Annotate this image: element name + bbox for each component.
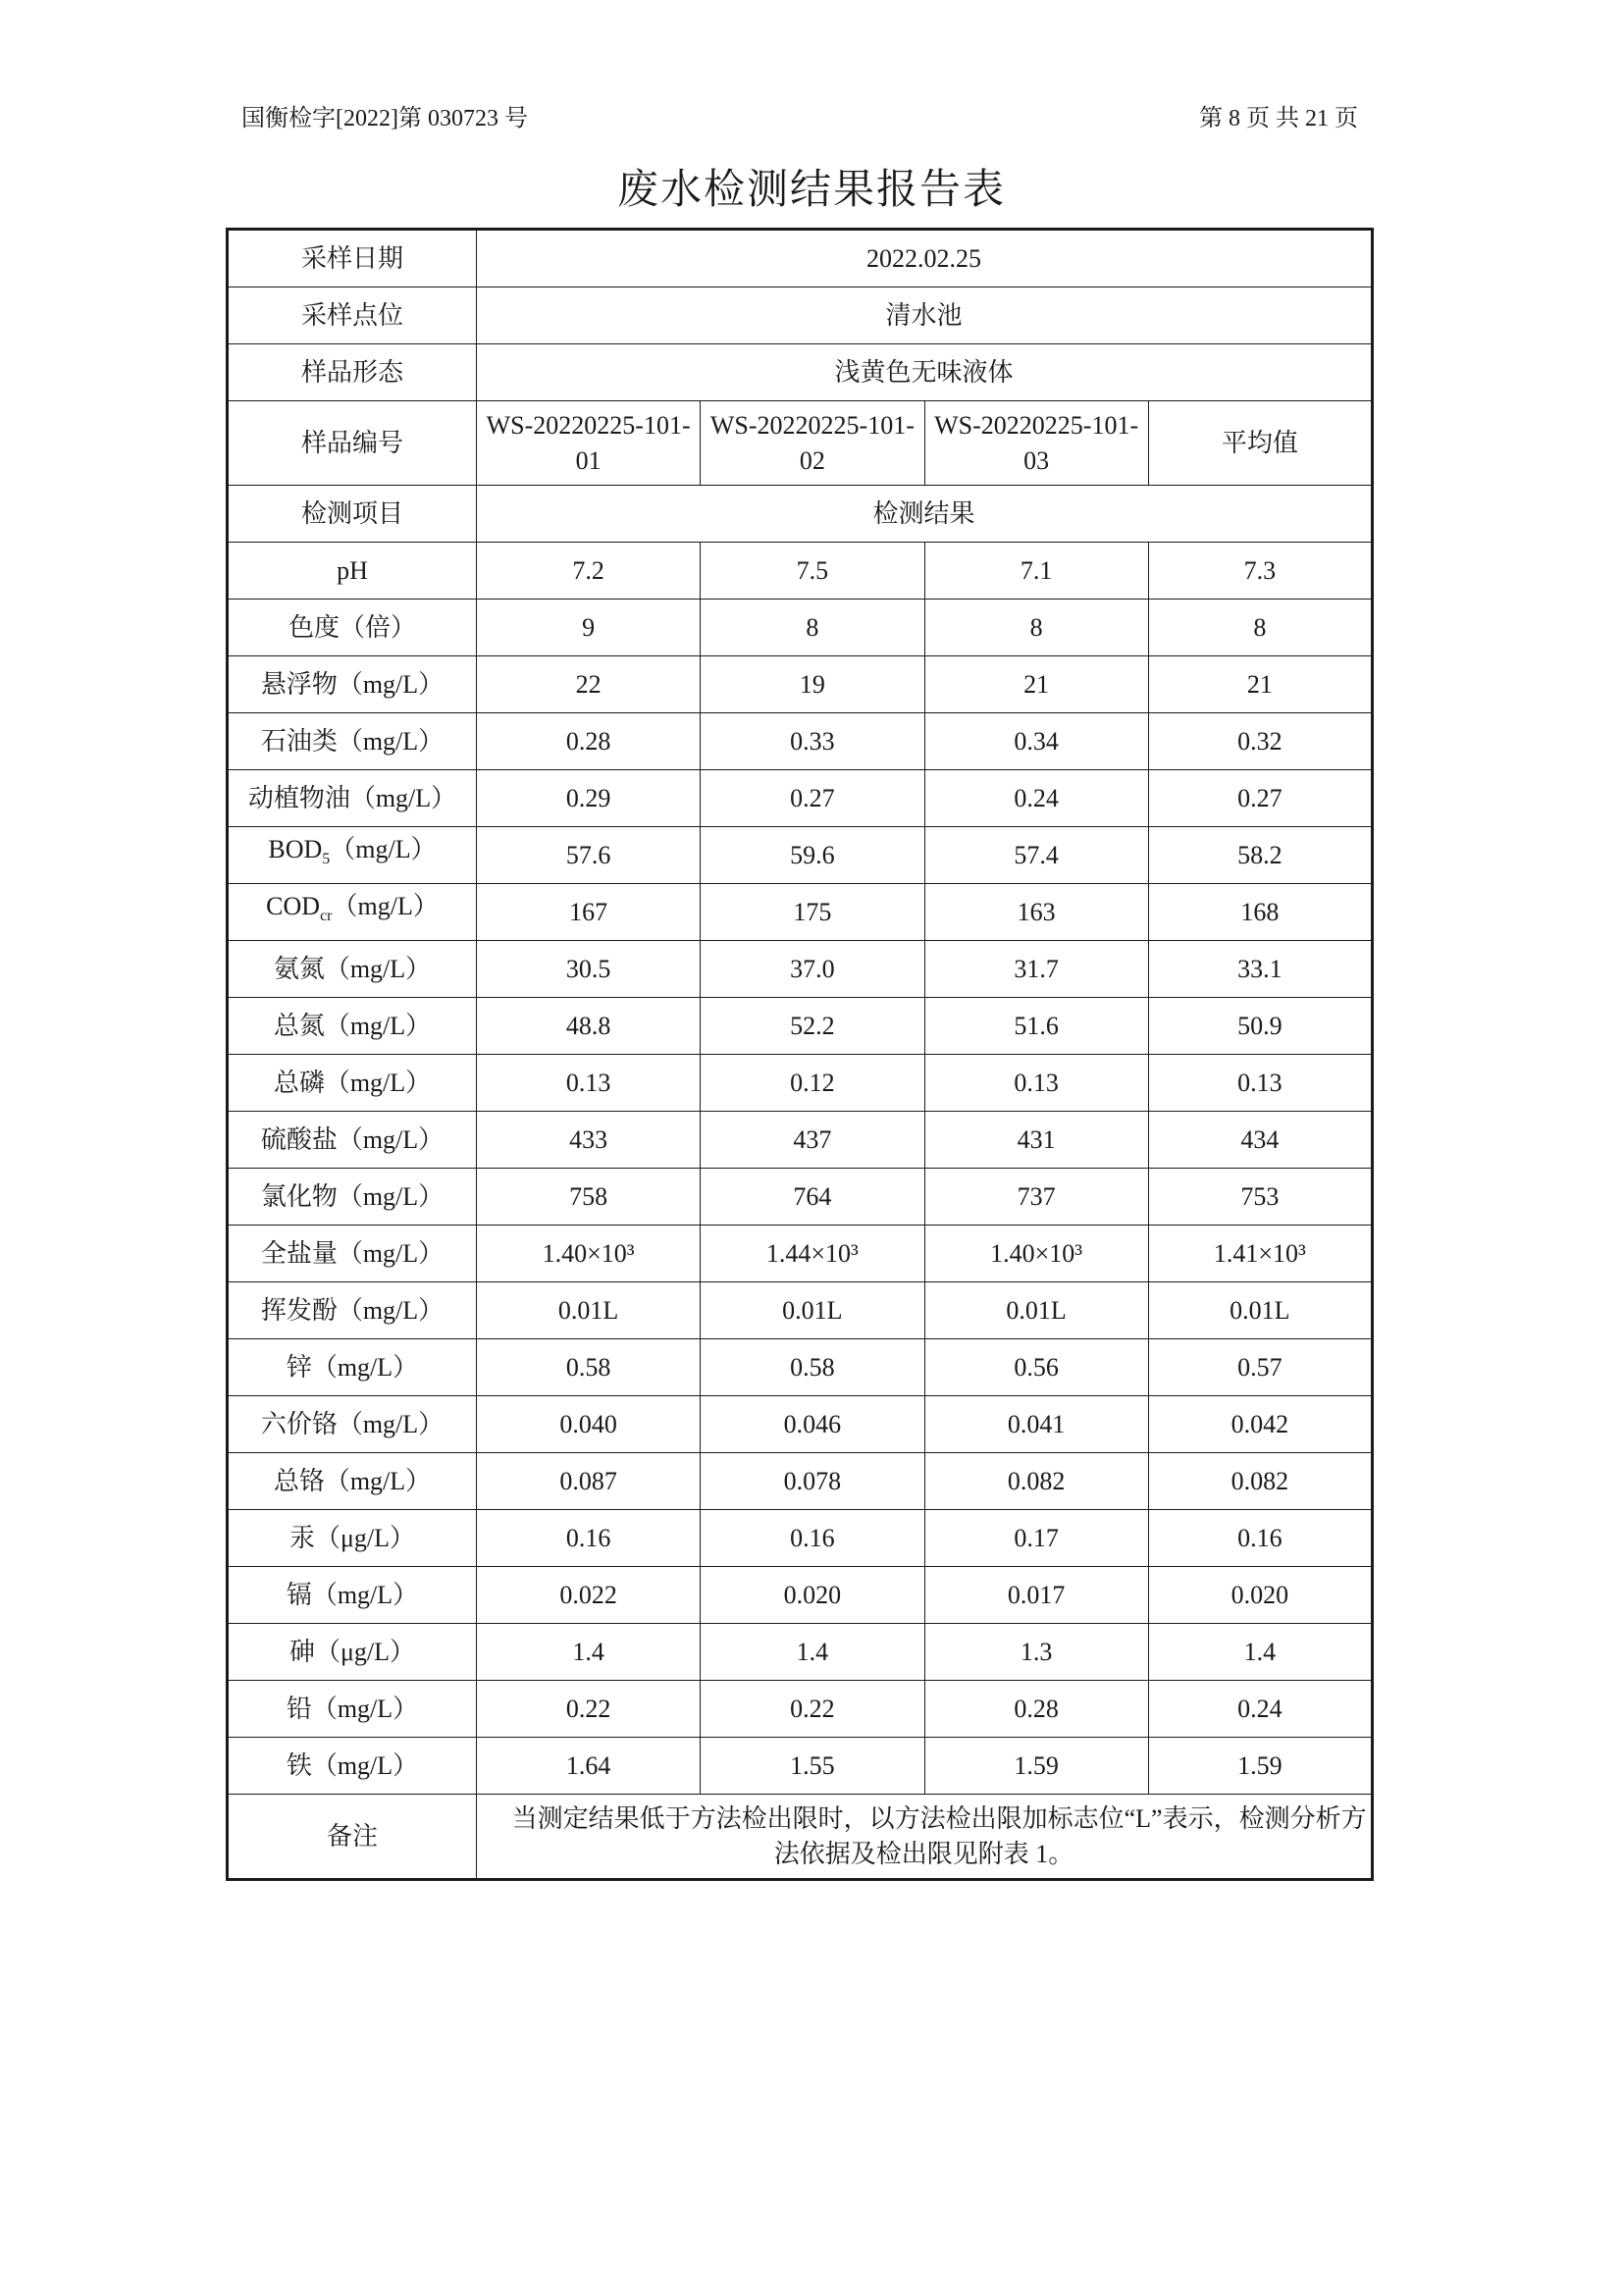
- sample-form-row: [228, 344, 1373, 401]
- average-value: 1.59: [1148, 1738, 1372, 1795]
- sample-value: 7.1: [924, 543, 1148, 600]
- sample-value: 57.4: [924, 827, 1148, 884]
- sample-value: 0.22: [477, 1681, 701, 1738]
- average-value: 0.020: [1148, 1567, 1372, 1624]
- sample-value: 0.12: [701, 1055, 924, 1112]
- remark-text: 当测定结果低于方法检出限时，以方法检出限加标志位“L”表示，检测分析方法依据及检出限见附表 1。: [477, 1795, 1373, 1880]
- average-value: 0.27: [1148, 770, 1372, 827]
- item-name: 铅（mg/L）: [228, 1681, 477, 1738]
- average-value: 1.4: [1148, 1624, 1372, 1681]
- sample-value: 0.078: [701, 1453, 924, 1510]
- sample-value: 0.24: [924, 770, 1148, 827]
- sampling-point-label: 采样点位: [228, 287, 477, 344]
- table-row: [228, 600, 1373, 656]
- average-value: 434: [1148, 1112, 1372, 1169]
- average-value: 0.13: [1148, 1055, 1372, 1112]
- sample-value: 0.01L: [477, 1282, 701, 1339]
- sample-id-3: WS-20220225-101-03: [924, 401, 1148, 486]
- page-info: 第 8 页 共 21 页: [1199, 106, 1358, 131]
- sample-value: 7.2: [477, 543, 701, 600]
- table-row: [228, 713, 1373, 770]
- sampling-date-row: [228, 230, 1373, 287]
- sample-value: 437: [701, 1112, 924, 1169]
- item-name-main: BOD: [268, 835, 323, 864]
- item-name: 氨氮（mg/L）: [228, 941, 477, 998]
- sample-value: 175: [701, 884, 924, 941]
- sample-value: 0.27: [701, 770, 924, 827]
- sample-value: 0.087: [477, 1453, 701, 1510]
- remark-row: [228, 1795, 1373, 1880]
- average-value: 0.082: [1148, 1453, 1372, 1510]
- sample-value: 0.13: [477, 1055, 701, 1112]
- sample-value: 0.16: [701, 1510, 924, 1567]
- average-value: 753: [1148, 1169, 1372, 1226]
- table-row: [228, 1681, 1373, 1738]
- sample-value: 1.55: [701, 1738, 924, 1795]
- average-value: 0.24: [1148, 1681, 1372, 1738]
- sample-value: 1.40×10³: [477, 1226, 701, 1282]
- report-number: 国衡检字[2022]第 030723 号: [241, 106, 528, 131]
- item-name-unit: （mg/L）: [332, 892, 439, 921]
- sample-value: 758: [477, 1169, 701, 1226]
- average-value: 0.042: [1148, 1396, 1372, 1453]
- sample-value: 0.16: [477, 1510, 701, 1567]
- sample-form-value: 浅黄色无味液体: [477, 344, 1373, 401]
- result-header: 检测结果: [477, 486, 1373, 543]
- sample-value: 1.4: [701, 1624, 924, 1681]
- sample-value: 31.7: [924, 941, 1148, 998]
- item-name: 总磷（mg/L）: [228, 1055, 477, 1112]
- sample-value: 0.28: [924, 1681, 1148, 1738]
- sample-value: 1.64: [477, 1738, 701, 1795]
- sample-value: 0.020: [701, 1567, 924, 1624]
- table-row: [228, 1282, 1373, 1339]
- sample-value: 1.4: [477, 1624, 701, 1681]
- item-name: [228, 884, 477, 941]
- sample-value: 0.56: [924, 1339, 1148, 1396]
- sample-value: 7.5: [701, 543, 924, 600]
- item-name: 六价铬（mg/L）: [228, 1396, 477, 1453]
- item-name-main: COD: [266, 892, 321, 921]
- sample-value: 0.040: [477, 1396, 701, 1453]
- average-value: 7.3: [1148, 543, 1372, 600]
- table-row: [228, 1738, 1373, 1795]
- average-value: 33.1: [1148, 941, 1372, 998]
- sample-value: 0.28: [477, 713, 701, 770]
- sample-value: 737: [924, 1169, 1148, 1226]
- table-row: [228, 770, 1373, 827]
- item-name: 总氮（mg/L）: [228, 998, 477, 1055]
- table-row: [228, 1453, 1373, 1510]
- table-row: [228, 1226, 1373, 1282]
- table-row: [228, 1567, 1373, 1624]
- table-row: [228, 656, 1373, 713]
- table-row: [228, 1510, 1373, 1567]
- item-name: 硫酸盐（mg/L）: [228, 1112, 477, 1169]
- remark-label: 备注: [228, 1795, 477, 1880]
- sampling-point-value: 清水池: [477, 287, 1373, 344]
- sample-value: 0.34: [924, 713, 1148, 770]
- table-row: [228, 1339, 1373, 1396]
- average-value: 58.2: [1148, 827, 1372, 884]
- item-name: 总铬（mg/L）: [228, 1453, 477, 1510]
- sample-value: 52.2: [701, 998, 924, 1055]
- average-value: 0.16: [1148, 1510, 1372, 1567]
- sample-value: 0.13: [924, 1055, 1148, 1112]
- table-row: [228, 884, 1373, 941]
- item-name-subscript: 5: [322, 851, 331, 868]
- table-row: [228, 1169, 1373, 1226]
- results-table: [226, 228, 1374, 1881]
- item-name: pH: [228, 543, 477, 600]
- sample-value: 30.5: [477, 941, 701, 998]
- sampling-date-value: 2022.02.25: [477, 230, 1373, 287]
- sample-value: 48.8: [477, 998, 701, 1055]
- sample-value: 0.17: [924, 1510, 1148, 1567]
- table-row: [228, 1055, 1373, 1112]
- sample-value: 764: [701, 1169, 924, 1226]
- sample-form-label: 样品形态: [228, 344, 477, 401]
- item-name: 砷（μg/L）: [228, 1624, 477, 1681]
- sample-value: 433: [477, 1112, 701, 1169]
- item-name: 动植物油（mg/L）: [228, 770, 477, 827]
- average-value: 168: [1148, 884, 1372, 941]
- sample-id-1: WS-20220225-101-01: [477, 401, 701, 486]
- sample-value: 0.046: [701, 1396, 924, 1453]
- average-value: 50.9: [1148, 998, 1372, 1055]
- sample-value: 22: [477, 656, 701, 713]
- table-row: [228, 998, 1373, 1055]
- table-row: [228, 1112, 1373, 1169]
- sample-value: 0.29: [477, 770, 701, 827]
- item-name: 挥发酚（mg/L）: [228, 1282, 477, 1339]
- sample-value: 0.01L: [701, 1282, 924, 1339]
- sample-value: 0.082: [924, 1453, 1148, 1510]
- sample-value: 0.58: [701, 1339, 924, 1396]
- sample-value: 0.022: [477, 1567, 701, 1624]
- sample-value: 167: [477, 884, 701, 941]
- sampling-point-row: [228, 287, 1373, 344]
- item-name: 镉（mg/L）: [228, 1567, 477, 1624]
- average-value: 0.32: [1148, 713, 1372, 770]
- item-name-subscript: cr: [320, 908, 333, 925]
- average-value: 1.41×10³: [1148, 1226, 1372, 1282]
- sample-value: 59.6: [701, 827, 924, 884]
- sample-value: 57.6: [477, 827, 701, 884]
- average-value: 21: [1148, 656, 1372, 713]
- average-value: 0.57: [1148, 1339, 1372, 1396]
- sample-value: 51.6: [924, 998, 1148, 1055]
- sample-value: 0.33: [701, 713, 924, 770]
- item-name: 石油类（mg/L）: [228, 713, 477, 770]
- sample-id-row: [228, 401, 1373, 486]
- sample-value: 1.44×10³: [701, 1226, 924, 1282]
- sample-value: 0.041: [924, 1396, 1148, 1453]
- sample-value: 0.01L: [924, 1282, 1148, 1339]
- item-name: 汞（μg/L）: [228, 1510, 477, 1567]
- average-value: 0.01L: [1148, 1282, 1372, 1339]
- item-name: 铁（mg/L）: [228, 1738, 477, 1795]
- item-name: 氯化物（mg/L）: [228, 1169, 477, 1226]
- item-name-unit: （mg/L）: [330, 835, 437, 864]
- sample-value: 431: [924, 1112, 1148, 1169]
- sample-id-2: WS-20220225-101-02: [701, 401, 924, 486]
- sample-value: 0.58: [477, 1339, 701, 1396]
- sampling-date-label: 采样日期: [228, 230, 477, 287]
- average-label: 平均值: [1148, 401, 1372, 486]
- table-row: [228, 543, 1373, 600]
- item-name: 悬浮物（mg/L）: [228, 656, 477, 713]
- sample-value: 1.59: [924, 1738, 1148, 1795]
- sample-value: 8: [701, 600, 924, 656]
- item-name: 锌（mg/L）: [228, 1339, 477, 1396]
- sample-value: 21: [924, 656, 1148, 713]
- sample-value: 0.017: [924, 1567, 1148, 1624]
- sample-value: 37.0: [701, 941, 924, 998]
- table-row: [228, 1396, 1373, 1453]
- sample-value: 1.3: [924, 1624, 1148, 1681]
- sample-value: 0.22: [701, 1681, 924, 1738]
- item-name: [228, 827, 477, 884]
- sample-value: 163: [924, 884, 1148, 941]
- sample-value: 1.40×10³: [924, 1226, 1148, 1282]
- sample-id-label: 样品编号: [228, 401, 477, 486]
- item-header-row: [228, 486, 1373, 543]
- table-row: [228, 941, 1373, 998]
- sample-value: 19: [701, 656, 924, 713]
- table-row: [228, 827, 1373, 884]
- sample-value: 8: [924, 600, 1148, 656]
- item-name: 全盐量（mg/L）: [228, 1226, 477, 1282]
- item-name: 色度（倍）: [228, 600, 477, 656]
- item-header: 检测项目: [228, 486, 477, 543]
- table-row: [228, 1624, 1373, 1681]
- page-title: 废水检测结果报告表: [616, 168, 1006, 213]
- sample-value: 9: [477, 600, 701, 656]
- average-value: 8: [1148, 600, 1372, 656]
